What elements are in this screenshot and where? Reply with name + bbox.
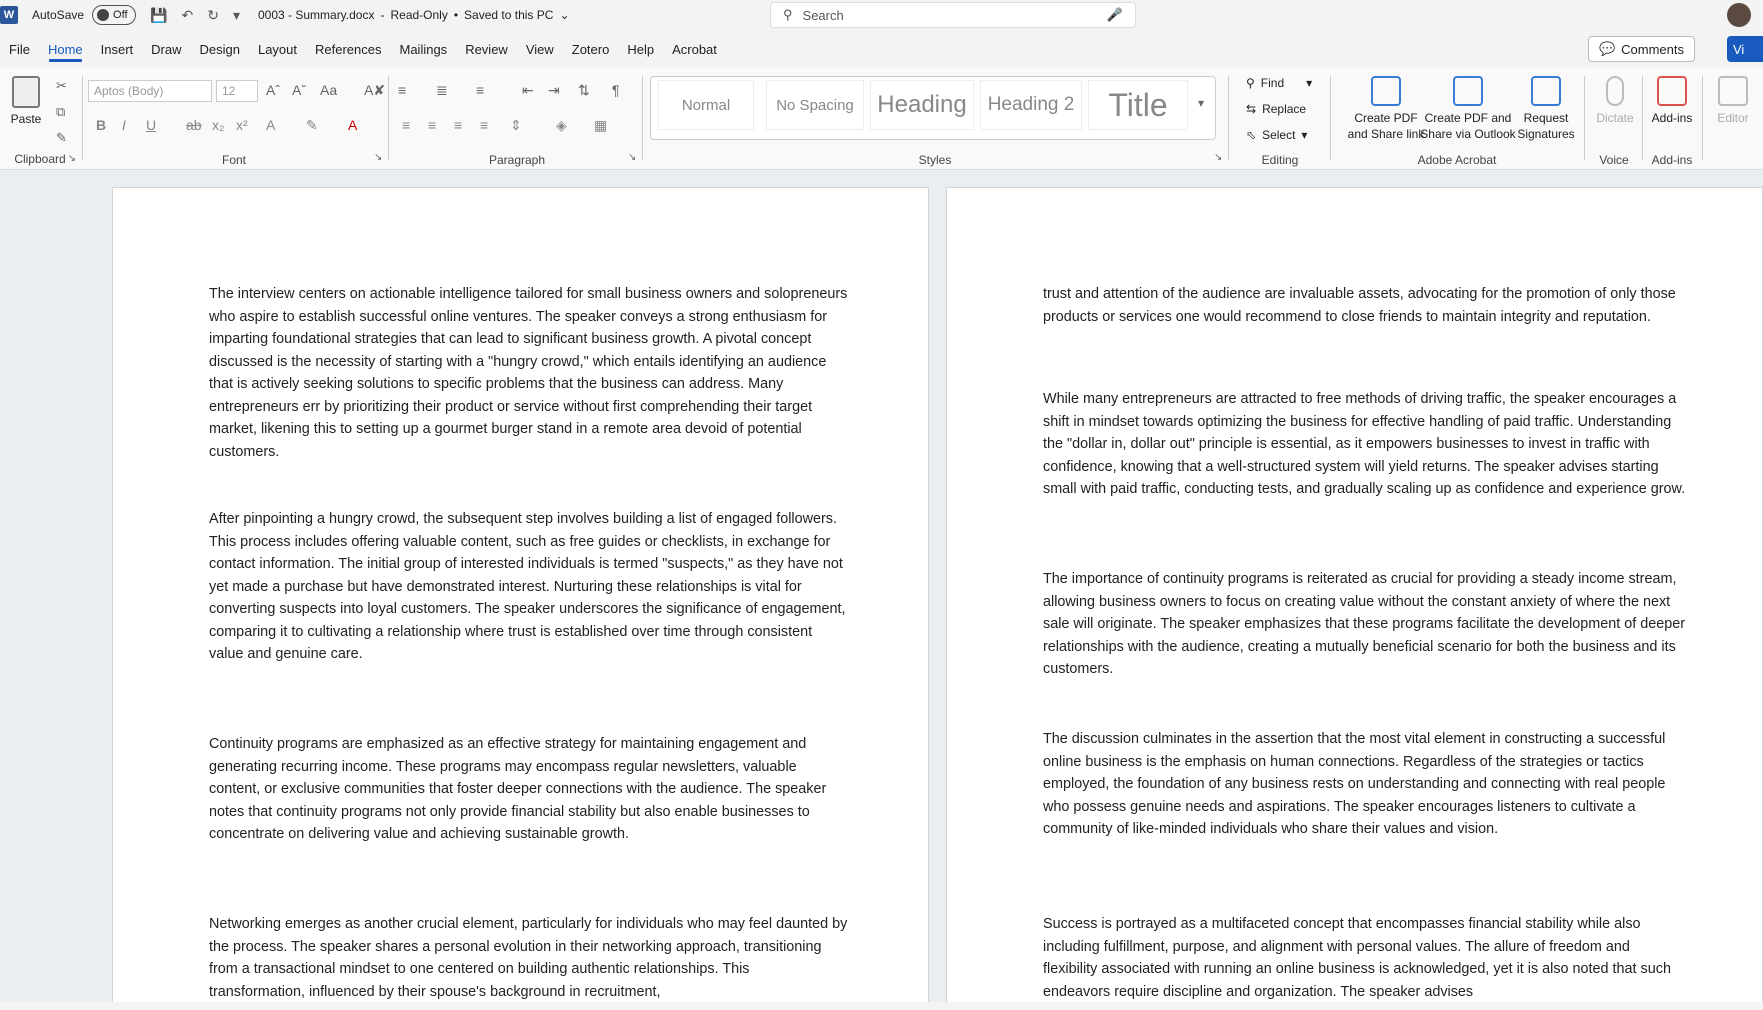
editing-mode-label: Vi bbox=[1733, 41, 1745, 57]
comments-button[interactable] bbox=[1588, 36, 1695, 62]
paragraph: The importance of continuity programs is reiterated as crucial for providing a steady income stream, allowing business owners to focus on creating value without the constant anxiety of where the next sale will originate. The speaker emphasizes that these programs facilitate the development of deeper relationships with the audience, creating a mutually beneficial scenario for both the business and its customers. bbox=[1043, 571, 1686, 677]
editor-label: Editor bbox=[1717, 111, 1749, 125]
microphone-icon[interactable]: 🎤 bbox=[1106, 7, 1123, 22]
editor-button[interactable] bbox=[1708, 76, 1758, 126]
add-ins-button[interactable] bbox=[1646, 76, 1698, 126]
divider bbox=[1228, 76, 1229, 160]
paragraph: The interview centers on actionable intelligence tailored for small business owners and solopreneurs who aspire to establish successful online ventures. The speaker conveys a strong enthusiasm for imparting foundational strategies that can lead to significant business growth. A pivotal concept discussed is the necessity of starting with a "hungry crowd," which entails identifying an audience that is actively seeking solutions to specific problems that the business can address. Many entrepreneurs err by prioritizing their product or service without first comprehending their target market, likening this to setting up a gourmet burger stand in a remote area devoid of potential customers. bbox=[209, 286, 848, 460]
add-ins-text: Add-ins bbox=[1651, 111, 1693, 125]
select-label: Select bbox=[1262, 128, 1296, 142]
bullets-icon[interactable]: ≡ bbox=[398, 82, 407, 98]
sort-icon[interactable]: ⇅ bbox=[578, 82, 590, 98]
tab-acrobat[interactable]: Acrobat bbox=[672, 41, 717, 57]
request-line2: Signatures bbox=[1517, 127, 1575, 141]
autosave-state: Off bbox=[113, 9, 128, 21]
highlight-icon[interactable]: ✎ bbox=[306, 117, 318, 133]
clipboard-label: Clipboard bbox=[14, 152, 66, 166]
divider bbox=[1330, 76, 1331, 160]
toggle-knob bbox=[97, 9, 109, 21]
dash-separator: - bbox=[380, 8, 385, 22]
paragraph: trust and attention of the audience are invaluable assets, advocating for the promotion of only those products or services one would recommend to close friends to maintain integrity and reputation. bbox=[1043, 286, 1676, 325]
tab-draw[interactable]: Draw bbox=[151, 41, 182, 57]
request-line1: Request bbox=[1523, 111, 1569, 125]
paste-icon bbox=[12, 76, 40, 108]
font-name-select[interactable]: Aptos (Body) bbox=[88, 80, 212, 102]
tab-review[interactable]: Review bbox=[465, 41, 508, 57]
style-heading-2[interactable]: Heading 2 bbox=[980, 80, 1082, 130]
align-center-icon[interactable]: ≡ bbox=[428, 117, 437, 133]
clear-formatting-icon[interactable]: A✘ bbox=[364, 82, 386, 98]
align-left-icon[interactable]: ≡ bbox=[402, 117, 411, 133]
grid-icon bbox=[1657, 76, 1687, 106]
select-button[interactable] bbox=[1246, 128, 1307, 142]
ribbon bbox=[0, 68, 1763, 170]
signature-icon bbox=[1531, 76, 1561, 106]
editing-label: Editing bbox=[1261, 153, 1299, 167]
underline-icon[interactable]: U bbox=[146, 117, 157, 133]
dialog-launcher-icon[interactable]: ↘ bbox=[628, 152, 637, 163]
document-title[interactable] bbox=[258, 8, 570, 22]
paragraph: The discussion culminates in the assertion that the most vital element in constructing a successful online business is the emphasis on human connections. Regardless of the strategies or tactics employed, the foundation of any business rests on understanding and connecting with real people who possess genuine needs and aspirations. The speaker encourages listeners to cultivate a community of like-minded individuals who share their values and vision. bbox=[1043, 731, 1666, 837]
dictate-button[interactable] bbox=[1590, 76, 1640, 126]
styles-more-icon[interactable]: ▾ bbox=[1198, 96, 1205, 110]
tab-insert[interactable]: Insert bbox=[100, 41, 134, 57]
decrease-indent-icon[interactable]: ⇤ bbox=[522, 82, 534, 98]
undo-icon[interactable]: ↶ bbox=[181, 6, 194, 23]
font-color-icon[interactable]: A bbox=[348, 117, 358, 133]
text-effects-icon[interactable]: A bbox=[266, 117, 276, 133]
divider bbox=[1584, 76, 1585, 160]
document-page-left[interactable] bbox=[112, 187, 929, 1010]
increase-indent-icon[interactable]: ⇥ bbox=[548, 82, 560, 98]
title-bar bbox=[0, 0, 1763, 30]
search-box[interactable] bbox=[770, 2, 1136, 28]
borders-icon[interactable]: ▦ bbox=[594, 117, 608, 133]
paragraph: After pinpointing a hungry crowd, the subsequent step involves building a list of engaged followers. This process includes offering valuable content, such as free guides or checklists, in exchange for contact information. The initial group of interested individuals is termed "suspects," as they have not yet made a purchase but have demonstrated interest. Nurturing these relationships is vital for converting suspects into loyal customers. The speaker underscores the significance of engagement, comparing it to cultivating a relationship where trust is established over time through consistent value and genuine care. bbox=[209, 511, 846, 662]
strikethrough-icon[interactable]: ab bbox=[186, 117, 202, 133]
acrobat-label: Adobe Acrobat bbox=[1417, 153, 1497, 167]
editing-mode-button[interactable] bbox=[1727, 36, 1763, 62]
create-outlook-line2: Share via Outlook bbox=[1420, 127, 1516, 141]
tab-help[interactable]: Help bbox=[627, 41, 655, 57]
add-ins-label: Add-ins bbox=[1651, 153, 1693, 167]
read-only-label: Read-Only bbox=[390, 8, 448, 22]
autosave-label: AutoSave bbox=[32, 8, 85, 22]
dialog-launcher-icon[interactable]: ↘ bbox=[1214, 152, 1223, 163]
styles-label: Styles bbox=[918, 153, 952, 167]
voice-label: Voice bbox=[1599, 153, 1629, 167]
document-page-right[interactable] bbox=[946, 187, 1763, 1010]
customize-qat-icon[interactable]: ▾ bbox=[232, 6, 240, 23]
tab-view[interactable]: View bbox=[525, 41, 554, 57]
tab-layout[interactable]: Layout bbox=[257, 41, 298, 57]
tab-file[interactable]: File bbox=[9, 41, 30, 57]
word-app-icon: W bbox=[0, 6, 18, 24]
grow-font-icon[interactable]: Aˆ bbox=[266, 82, 280, 98]
dialog-launcher-icon[interactable]: ↘ bbox=[67, 153, 76, 164]
find-label: Find bbox=[1260, 76, 1285, 90]
chevron-down-icon: ⌄ bbox=[559, 8, 570, 22]
autosave-toggle[interactable] bbox=[92, 5, 136, 25]
replace-label: Replace bbox=[1262, 102, 1307, 116]
tab-design[interactable]: Design bbox=[199, 41, 240, 57]
paragraph: While many entrepreneurs are attracted to free methods of driving traffic, the speaker encourages a shift in mindset towards optimizing the business for effective handling of paid traffic. Understanding the "dollar in, dollar out" principle is essential, as it empowers businesses to invest in traffic with confidence, knowing that a well-structured system will yield returns. The speaker advises starting small with paid traffic, conducting tests, and gradually scaling up as confidence and experience grow. bbox=[1043, 391, 1686, 497]
tab-mailings[interactable]: Mailings bbox=[399, 41, 448, 57]
format-painter-icon[interactable]: ✎ bbox=[56, 130, 67, 145]
create-share-line2: and Share link bbox=[1347, 127, 1425, 141]
request-signatures-button[interactable] bbox=[1508, 76, 1584, 142]
tab-references[interactable]: References bbox=[315, 41, 382, 57]
saved-state: Saved to this PC bbox=[464, 8, 554, 22]
change-case-icon[interactable]: Aa bbox=[320, 82, 338, 98]
style-no-spacing[interactable]: No Spacing bbox=[766, 80, 864, 130]
justify-icon[interactable]: ≡ bbox=[480, 117, 489, 133]
menu-bar bbox=[0, 30, 1763, 68]
cut-icon[interactable]: ✂ bbox=[56, 78, 67, 93]
paragraph: Success is portrayed as a multifaceted concept that encompasses financial stability while also including fulfillment, purpose, and alignment with personal values. The allure of freedom and flexibility associated with running an online business is acknowledged, yet it is also noted that such endeavors require discipline and organization. The speaker advises bbox=[1043, 916, 1671, 1000]
comments-label: Comments bbox=[1621, 41, 1684, 57]
dialog-launcher-icon[interactable]: ↘ bbox=[374, 152, 383, 163]
line-spacing-icon[interactable]: ⇕ bbox=[510, 117, 522, 133]
status-bar bbox=[0, 1002, 1763, 1010]
paste-label: Paste bbox=[10, 112, 42, 126]
divider bbox=[82, 76, 83, 160]
font-size-select[interactable]: 12 bbox=[216, 80, 258, 102]
show-formatting-marks-icon[interactable]: ¶ bbox=[612, 82, 620, 98]
multilevel-list-icon[interactable]: ≡ bbox=[476, 82, 485, 98]
microphone-icon bbox=[1606, 76, 1624, 106]
paragraph: Continuity programs are emphasized as an effective strategy for maintaining engagement and generating recurring income. These programs may encompass regular newsletters, valuable content, or exclusive communities that foster deeper connections with the audience. The speaker notes that continuity programs not only provide financial stability but also enable businesses to concentrate on delivering value and achieving sustainable growth. bbox=[209, 736, 827, 842]
subscript-icon[interactable]: x₂ bbox=[212, 117, 225, 133]
replace-button[interactable] bbox=[1246, 102, 1306, 116]
paste-button[interactable] bbox=[8, 76, 44, 126]
dictate-label: Dictate bbox=[1596, 111, 1634, 125]
save-icon[interactable]: 💾 bbox=[150, 6, 168, 23]
find-button[interactable] bbox=[1246, 76, 1312, 90]
style-heading[interactable]: Heading bbox=[870, 80, 974, 130]
bullet-separator: • bbox=[453, 8, 459, 22]
find-icon: ⚲ bbox=[1246, 76, 1255, 90]
create-share-line1: Create PDF bbox=[1354, 111, 1418, 125]
italic-icon[interactable]: I bbox=[122, 117, 126, 133]
shading-icon[interactable]: ◈ bbox=[556, 117, 567, 133]
chevron-down-icon: ▾ bbox=[1301, 128, 1308, 142]
pdf-share-icon bbox=[1371, 76, 1401, 106]
search-placeholder: Search bbox=[802, 7, 844, 23]
clipboard-group bbox=[0, 72, 80, 168]
font-label: Font bbox=[221, 153, 246, 167]
divider bbox=[1702, 76, 1703, 160]
redo-icon[interactable]: ↻ bbox=[207, 6, 219, 23]
comment-icon: 💬 bbox=[1598, 41, 1616, 56]
replace-icon: ⇆ bbox=[1246, 102, 1257, 116]
paragraph: Networking emerges as another crucial element, particularly for individuals who may feel daunted by the process. The speaker shares a personal evolution in their networking approach, transitioning from a transactional mindset to one centered on building authentic relationships. This transformation, influenced by their spouse's background in recruitment, bbox=[209, 916, 848, 1000]
pen-icon bbox=[1718, 76, 1748, 106]
copy-icon[interactable]: ⧉ bbox=[56, 104, 66, 119]
search-icon: ⚲ bbox=[783, 7, 793, 22]
style-title[interactable]: Title bbox=[1088, 80, 1188, 130]
tab-home[interactable]: Home bbox=[39, 30, 92, 68]
divider bbox=[388, 76, 389, 160]
doc-name: 0003 - Summary.docx bbox=[257, 8, 375, 22]
superscript-icon[interactable]: x² bbox=[236, 117, 248, 133]
style-normal[interactable]: Normal bbox=[658, 80, 754, 130]
shrink-font-icon[interactable]: Aˇ bbox=[292, 82, 306, 98]
avatar[interactable] bbox=[1727, 3, 1751, 27]
pdf-outlook-icon bbox=[1453, 76, 1483, 106]
cursor-icon: ⬁ bbox=[1246, 128, 1257, 142]
bold-icon[interactable]: B bbox=[96, 117, 107, 133]
divider bbox=[1642, 76, 1643, 160]
numbering-icon[interactable]: ≣ bbox=[436, 82, 448, 98]
paragraph-label: Paragraph bbox=[488, 153, 546, 167]
chevron-down-icon: ▾ bbox=[1306, 76, 1313, 90]
divider bbox=[642, 76, 643, 160]
create-outlook-line1: Create PDF and bbox=[1424, 111, 1512, 125]
create-pdf-outlook-button[interactable] bbox=[1418, 76, 1518, 142]
tab-zotero[interactable]: Zotero bbox=[571, 41, 610, 57]
align-right-icon[interactable]: ≡ bbox=[454, 117, 463, 133]
